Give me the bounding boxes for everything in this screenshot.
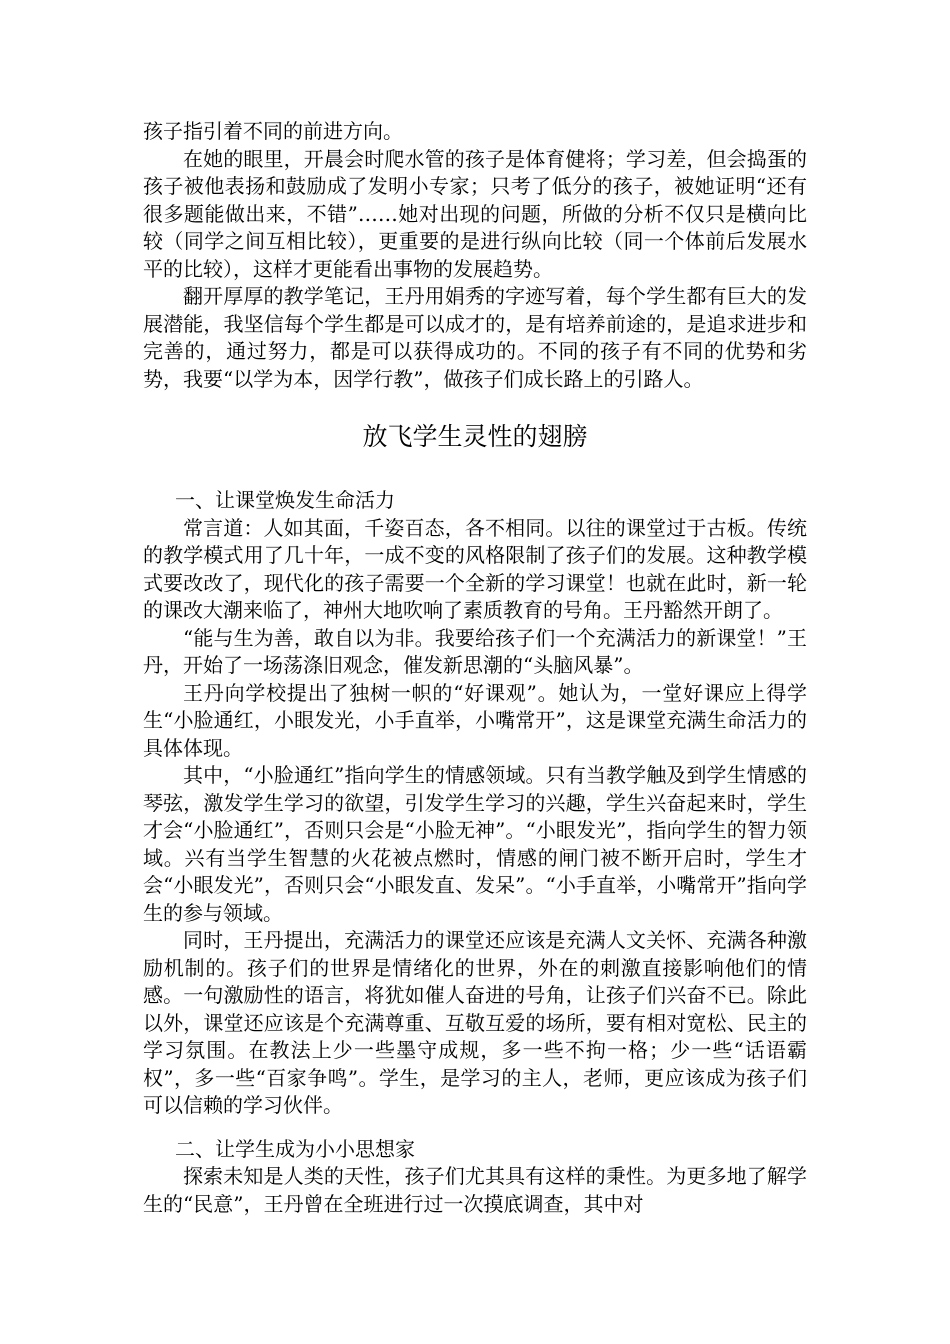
document-page — [143, 118, 807, 1218]
section-1-heading: 一、让课堂焕发生命活力 — [175, 488, 395, 512]
article-title: 放飞学生灵性的翅膀 — [362, 422, 588, 451]
intro-paragraph-2: 在她的眼里，开晨会时爬水管的孩子是体育健将；学习差，但会捣蛋的孩子被他表扬和鼓励成了发明小专家；只考了低分的孩子，被她证明“还有很多题能做出来，不错”……她对出现的问题，所做的分析不仅只是横向比较（同学之间互相比较），更重要的是进行纵向比较（同一个体前后发展水平的比较），这样才更能看出事物的发展趋势。 — [143, 146, 807, 281]
section-1-paragraph-3: 王丹向学校提出了独树一帜的“好课观”。她认为，一堂好课应上得学生“小脸通红，小眼发光，小手直举，小嘴常开”，这是课堂充满生命活力的具体体现。 — [143, 680, 807, 760]
section-1-paragraph-4: 其中，“小脸通红”指向学生的情感领域。只有当教学触及到学生情感的琴弦，激发学生学习的欲望，引发学生学习的兴趣，学生兴奋起来时，学生才会“小脸通红”，否则只会是“小脸无神”。“小眼发光”，指向学生的智力领域。兴有当学生智慧的火花被点燃时，情感的闸门被不断开启时，学生才会“小眼发光”，否则只会“小眼发直、发呆”。“小手直举，小嘴常开”指向学生的参与领域。 — [143, 763, 807, 925]
section-1-paragraph-1: 常言道：人如其面，千姿百态，各不相同。以往的课堂过于古板。传统的教学模式用了几十年，一成不变的风格限制了孩子们的发展。这种教学模式要改改了，现代化的孩子需要一个全新的学习课堂！也就在此时，新一轮的课改大潮来临了，神州大地吹响了素质教育的号角。王丹豁然开朗了。 — [143, 515, 807, 622]
section-1-paragraph-2: “能与生为善，敢自以为非。我要给孩子们一个充满活力的新课堂！”王丹，开始了一场荡涤旧观念，催发新思潮的“头脑风暴”。 — [143, 625, 807, 677]
section-2-paragraph-1: 探索未知是人类的天性，孩子们尤其具有这样的秉性。为更多地了解学生的“民意”，王丹曾在全班进行过一次摸底调查，其中对 — [143, 1164, 807, 1216]
intro-paragraph-3: 翻开厚厚的教学笔记，王丹用娟秀的字迹写着，每个学生都有巨大的发展潜能，我坚信每个学生都是可以成才的，是有培养前途的，是追求进步和完善的，通过努力，都是可以获得成功的。不同的孩子有不同的优势和劣势，我要“以学为本，因学行教”，做孩子们成长路上的引路人。 — [143, 284, 807, 391]
section-2-heading: 二、让学生成为小小思想家 — [175, 1136, 415, 1161]
section-1-paragraph-5: 同时，王丹提出，充满活力的课堂还应该是充满人文关怀、充满各种激励机制的。孩子们的世界是情绪化的世界，外在的刺激直接影响他们的情感。一句激励性的语言，将犹如催人奋进的号角，让孩子们兴奋不已。除此以外，课堂还应该是个充满尊重、互敬互爱的场所，要有相对宽松、民主的学习氛围。在教法上少一些墨守成规，多一些不拘一格；少一些“话语霸权”，多一些“百家争鸣”。学生，是学习的主人，老师，更应该成为孩子们可以信赖的学习伙伴。 — [143, 928, 807, 1117]
intro-paragraph-1: 孩子指引着不同的前进方向。 — [143, 119, 403, 143]
